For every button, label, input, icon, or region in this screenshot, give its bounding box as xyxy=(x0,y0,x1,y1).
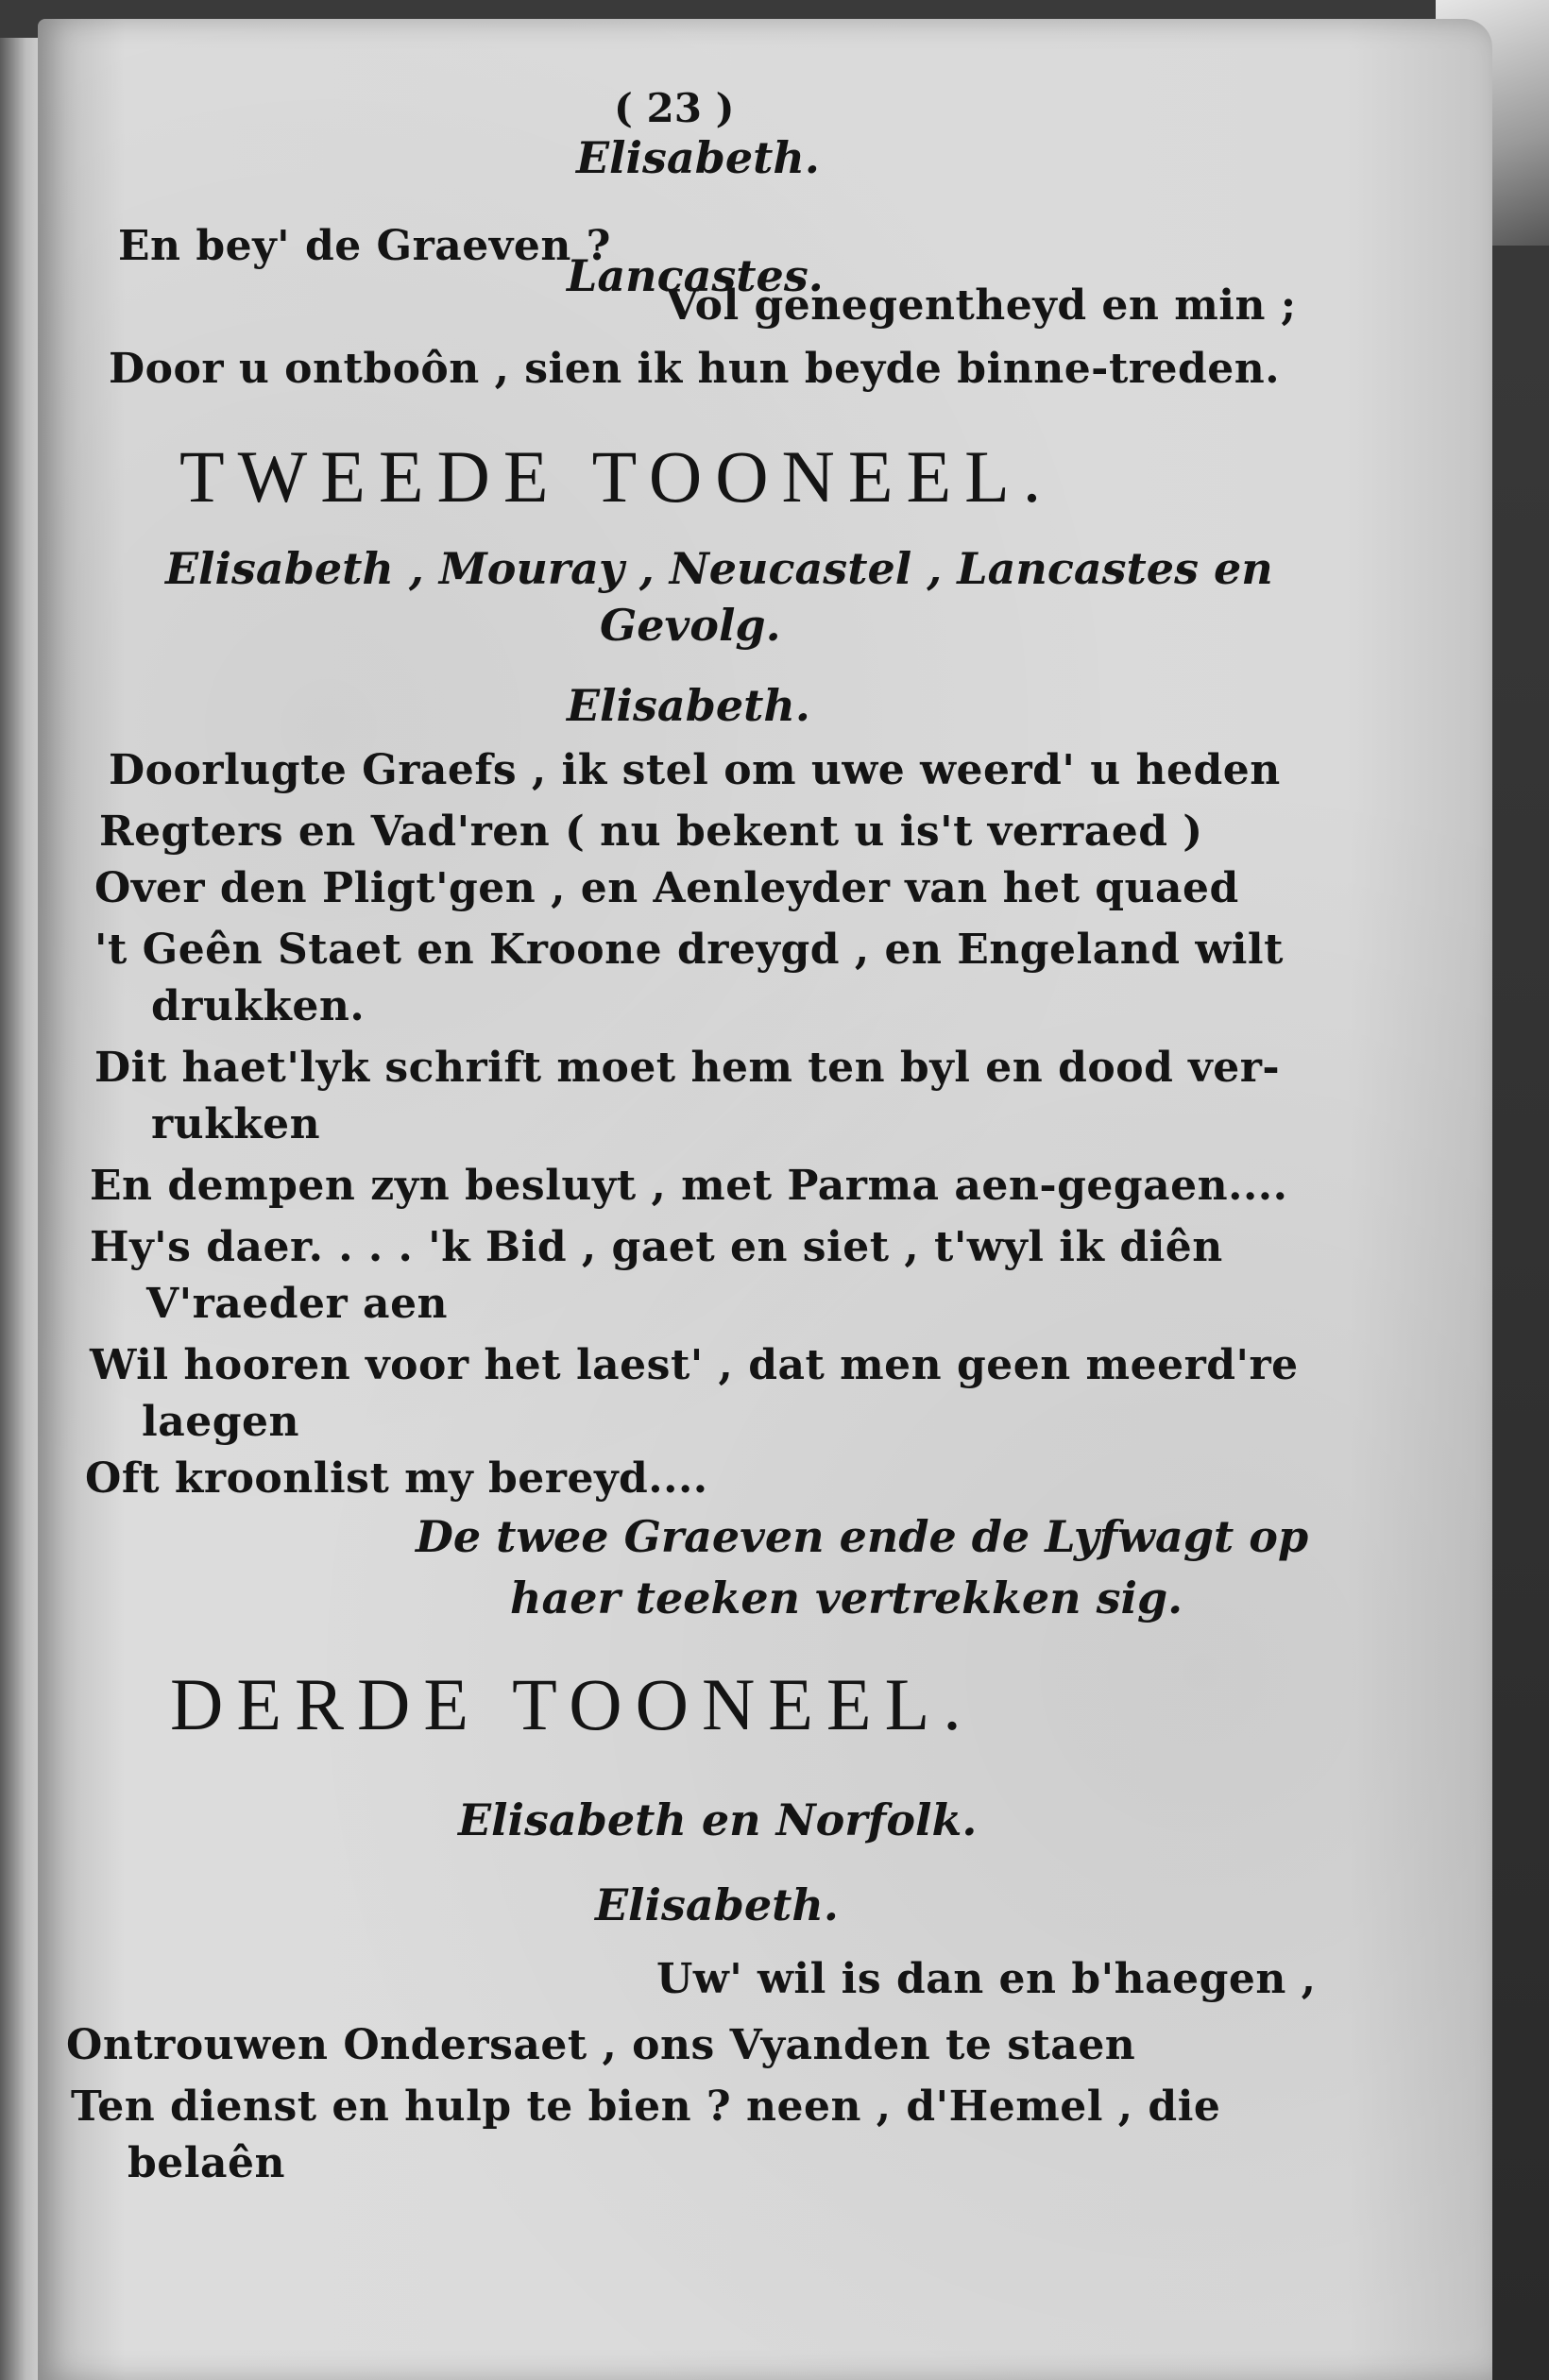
scene-characters: Gevolg. xyxy=(600,600,781,651)
speaker-name: Lancastes. xyxy=(567,250,824,301)
speaker-name: Elisabeth. xyxy=(567,680,810,731)
book-page xyxy=(38,19,1492,2380)
scene-characters: Elisabeth en Norfolk. xyxy=(458,1794,978,1845)
verse-line: 't Geên Staet en Kroone dreygd , en Engeland wilt xyxy=(94,926,1284,974)
verse-line: Uw' wil is dan en b'haegen , xyxy=(656,1955,1317,2003)
verse-line: laegen xyxy=(142,1398,299,1446)
verse-line: Ontrouwen Ondersaet , ons Vyanden te staen xyxy=(66,2021,1136,2069)
verse-line: Wil hooren voor het laest' , dat men geen meerd're xyxy=(90,1341,1299,1389)
speaker-name: Elisabeth. xyxy=(576,132,820,183)
verse-line: rukken xyxy=(151,1100,321,1148)
scene-heading: DERDE TOONEEL. xyxy=(170,1663,975,1745)
scene-heading: TWEEDE TOONEEL. xyxy=(179,435,1055,518)
verse-line: drukken. xyxy=(151,982,366,1030)
verse-line: En bey' de Graeven ? xyxy=(118,222,611,270)
verse-line: Dit haet'lyk schrift moet hem ten byl en dood ver- xyxy=(94,1044,1281,1092)
page-number: ( 23 ) xyxy=(614,85,735,131)
verse-line: Door u ontboôn , sien ik hun beyde binne-treden. xyxy=(109,345,1281,393)
verse-line: Ten dienst en hulp te bien ? neen , d'Hemel , die xyxy=(71,2082,1221,2131)
stage-direction: De twee Graeven ende de Lyfwagt op xyxy=(416,1511,1309,1562)
verse-line: Over den Pligt'gen , en Aenleyder van het quaed xyxy=(94,864,1239,912)
verse-line: V'raeder aen xyxy=(146,1280,449,1328)
scene-characters: Elisabeth , Mouray , Neucastel , Lancastes en xyxy=(165,543,1273,594)
stage-direction: haer teeken vertrekken sig. xyxy=(510,1572,1183,1624)
verse-line: Regters en Vad'ren ( nu bekent u is't verraed ) xyxy=(99,808,1203,856)
verse-line: Oft kroonlist my bereyd.... xyxy=(85,1454,708,1503)
verse-line: belaên xyxy=(128,2139,285,2187)
verse-line: Hy's daer. . . . 'k Bid , gaet en siet , t'wyl ik diên xyxy=(90,1223,1223,1271)
verse-line: Vol genegentheyd en min ; xyxy=(666,281,1297,330)
verse-line: Doorlugte Graefs , ik stel om uwe weerd' u heden xyxy=(109,746,1281,794)
speaker-name: Elisabeth. xyxy=(595,1879,839,1930)
verse-line: En dempen zyn besluyt , met Parma aen-gegaen.... xyxy=(90,1162,1288,1210)
